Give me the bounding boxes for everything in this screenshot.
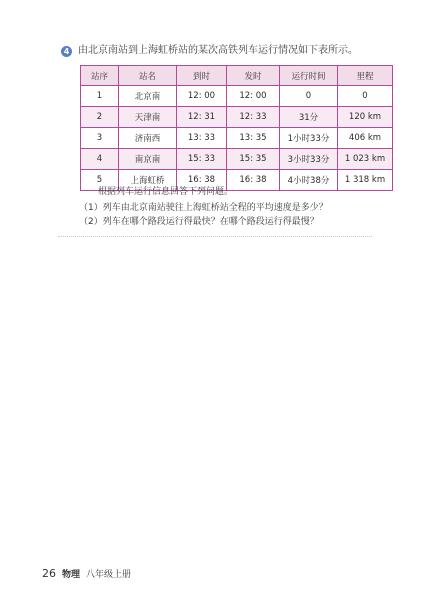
cell-running-time: 3小时33分	[280, 149, 338, 170]
cell-station-name: 上海虹桥	[119, 170, 177, 191]
cell-departure-time: 12: 33	[227, 107, 280, 128]
cell-station-name: 天津南	[119, 107, 177, 128]
cell-mileage: 1 023 km	[338, 149, 393, 170]
problem-number-badge: 4	[61, 46, 72, 57]
cell-arrival-time: 13: 33	[177, 128, 227, 149]
page-number: 26	[42, 567, 56, 580]
cell-station-name: 济南西	[119, 128, 177, 149]
cell-departure-time: 12: 00	[227, 86, 280, 107]
cell-stop-order: 1	[81, 86, 119, 107]
table-row	[81, 128, 393, 149]
cell-station-name: 南京南	[119, 149, 177, 170]
problem-header	[61, 44, 358, 58]
section-divider	[58, 236, 372, 237]
cell-stop-order: 4	[81, 149, 119, 170]
cell-departure-time: 15: 35	[227, 149, 280, 170]
header-arrival-time: 到时	[177, 66, 227, 86]
cell-mileage: 0	[338, 86, 393, 107]
cell-departure-time: 16: 38	[227, 170, 280, 191]
problem-intro: 由北京南站到上海虹桥站的某次高铁列车运行情况如下表所示。	[78, 45, 358, 56]
cell-arrival-time: 15: 33	[177, 149, 227, 170]
question-prompt: 根据列车运行信息回答下列问题。	[98, 187, 234, 197]
question-1: （1）列车由北京南站驶往上海虹桥站全程的平均速度是多少？	[79, 203, 328, 213]
header-departure-time: 发时	[227, 66, 280, 86]
cell-arrival-time: 12: 31	[177, 107, 227, 128]
cell-stop-order: 2	[81, 107, 119, 128]
table-row	[81, 107, 393, 128]
table-row	[81, 149, 393, 170]
cell-running-time: 1小时33分	[280, 128, 338, 149]
cell-mileage: 1 318 km	[338, 170, 393, 191]
header-stop-order: 站序	[81, 66, 119, 86]
cell-mileage: 406 km	[338, 128, 393, 149]
cell-arrival-time: 12: 00	[177, 86, 227, 107]
cell-departure-time: 13: 35	[227, 128, 280, 149]
train-schedule-table	[80, 65, 393, 191]
cell-stop-order: 5	[81, 170, 119, 191]
header-running-time: 运行时间	[280, 66, 338, 86]
cell-running-time: 4小时38分	[280, 170, 338, 191]
cell-station-name: 北京南	[119, 86, 177, 107]
question-2: （2）列车在哪个路段运行得最快？在哪个路段运行得最慢？	[79, 217, 319, 227]
header-mileage: 里程	[338, 66, 393, 86]
subject-name: 物理	[62, 570, 81, 580]
cell-running-time: 31分	[280, 107, 338, 128]
table-row	[81, 86, 393, 107]
cell-arrival-time: 16: 38	[177, 170, 227, 191]
cell-mileage: 120 km	[338, 107, 393, 128]
header-station-name: 站名	[119, 66, 177, 86]
grade-label: 八年级上册	[86, 570, 132, 580]
page-footer	[42, 567, 131, 580]
cell-running-time: 0	[280, 86, 338, 107]
cell-stop-order: 3	[81, 128, 119, 149]
table-header-row	[81, 66, 393, 86]
